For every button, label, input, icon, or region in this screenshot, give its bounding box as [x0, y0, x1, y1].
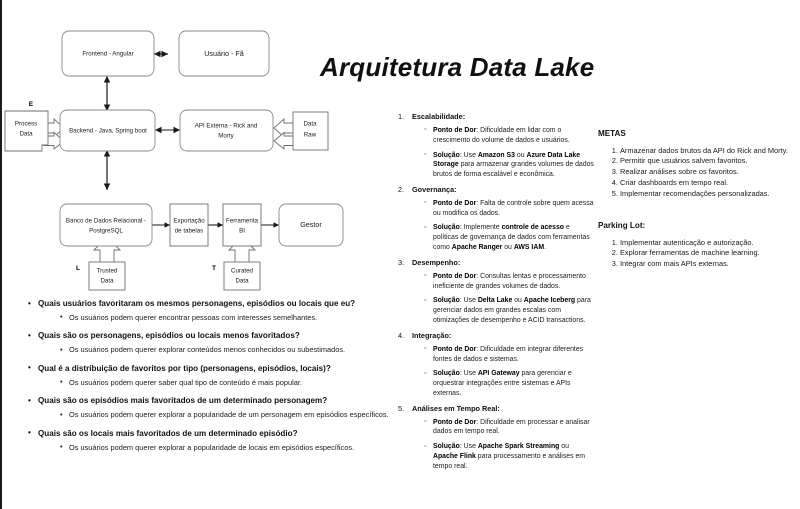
node-banco-line2: PostgreSQL — [89, 227, 123, 235]
question-answer: • Os usuários podem querer encontrar pessoas com interesses semelhantes. — [58, 313, 404, 324]
question-item — [24, 395, 404, 420]
node-curated-data[interactable] — [224, 262, 260, 290]
concern-pain-point: ◦ Ponto de Dor: Dificuldade em integrar diferentes fontes de dados e sistemas. — [424, 345, 594, 365]
questions-section — [24, 298, 404, 460]
parking-lot-item: 1. Implementar autenticação e autorização. — [620, 238, 798, 249]
node-process-data-line2: Data — [19, 130, 33, 138]
node-exportacao-line1: Exportação — [173, 217, 205, 225]
question-text: • Quais são os personagens, episódios ou locais menos favoritados? — [24, 330, 404, 342]
parking-lot-list — [598, 238, 798, 271]
node-backend[interactable] — [60, 110, 155, 151]
concern-solution: ◦ Solução: Use Delta Lake ou Apache Iceberg para gerenciar dados em grandes escalas com otimizações de desempenho e ACID transactions. — [424, 296, 594, 325]
metas-section — [598, 129, 798, 200]
node-ferramenta-bi[interactable] — [223, 204, 261, 246]
etl-letter-load: L — [75, 265, 81, 272]
etl-letter-transform: T — [211, 265, 217, 272]
node-banco-line1: Banco de Dados Relacional - — [65, 217, 147, 225]
node-frontend[interactable] — [62, 31, 154, 76]
question-answer: • Os usuários podem querer explorar conteúdos menos conhecidos ou subestimados. — [58, 345, 404, 356]
metas-list — [598, 146, 798, 201]
question-text: • Quais são os episódios mais favoritados de um determinado personagem? — [24, 395, 404, 407]
concern-solution: ◦ Solução: Use Apache Spark Streaming ou Apache Flink para processamento e análises em tempo real. — [424, 442, 594, 471]
concern-solution: ◦ Solução: Implemente controle de acesso e políticas de governança de dados com ferramentas como Apache Ranger ou AWS IAM. — [424, 223, 594, 252]
concern-heading: Análises em Tempo Real: — [412, 403, 500, 413]
concerns-section — [398, 112, 594, 477]
question-item — [24, 298, 404, 323]
concern-item — [398, 258, 594, 326]
node-exportacao-line2: de tabelas — [174, 227, 204, 235]
node-usuario[interactable] — [179, 31, 269, 76]
metas-item: 2. Permitir que usuários salvem favoritos. — [620, 156, 798, 167]
question-answer: • Os usuários podem querer saber qual tipo de conteúdo é mais popular. — [58, 378, 404, 389]
node-banco-dados[interactable] — [60, 204, 152, 246]
etl-letter-extract: E — [28, 101, 34, 108]
concern-solution: ◦ Solução: Use Amazon S3 ou Azure Data Lake Storage para armazenar grandes volumes de dados brutos de forma escalável e econômica. — [424, 151, 594, 180]
concern-pain-point: ◦ Ponto de Dor: Dificuldade em processar e analisar dados em tempo real. — [424, 418, 594, 438]
node-curated-line2: Data — [235, 277, 249, 285]
block-arrow-raw-2 — [274, 133, 294, 150]
concern-item — [398, 185, 594, 253]
concern-item — [398, 404, 594, 472]
node-process-data[interactable] — [5, 111, 48, 151]
metas-heading: METAS — [598, 129, 626, 138]
concern-heading: Integração: — [412, 330, 452, 340]
node-api-externa-line1: API Externa - Rick and — [194, 122, 258, 130]
node-backend-label: Backend - Java, Spring boot — [69, 127, 147, 135]
concern-heading: Escalabilidade: — [412, 112, 466, 121]
node-ferramenta-line1: Ferramenta — [226, 217, 258, 225]
concern-pain-point: ◦ Ponto de Dor: Falta de controle sobre quem acessa ou modifica os dados. — [424, 199, 594, 219]
node-gestor-label: Gestor — [300, 219, 322, 229]
node-data-raw-line2: Raw — [303, 131, 317, 139]
question-text: • Quais são os locais mais favoritados de um determinado episódio? — [24, 428, 404, 440]
concern-item — [398, 331, 594, 399]
metas-item: 1. Armazenar dados brutos da API do Rick and Morty. — [620, 146, 798, 157]
parking-lot-section — [598, 221, 798, 270]
question-item — [24, 363, 404, 388]
node-api-externa[interactable] — [180, 110, 273, 151]
question-text: • Qual é a distribuição de favoritos por tipo (personagens, episódios, locais)? — [24, 363, 404, 375]
node-gestor[interactable] — [279, 204, 343, 246]
node-process-data-line1: Process — [14, 120, 38, 128]
node-usuario-label: Usuário - Fã — [204, 48, 244, 58]
node-trusted-line1: Trusted — [96, 267, 118, 275]
node-exportacao-tabelas[interactable] — [170, 204, 208, 246]
node-api-externa-line2: Morty — [218, 132, 234, 140]
question-answer: • Os usuários podem querer explorar a popularidade de locais em episódios específicos. — [58, 443, 404, 454]
concern-heading: Desempenho: — [412, 257, 461, 267]
node-curated-line1: Curated — [230, 267, 254, 275]
concern-solution: ◦ Solução: Use API Gateway para gerenciar e orquestrar integrações entre sistemas e APIs externas. — [424, 369, 594, 398]
node-ferramenta-line2: BI — [239, 227, 245, 235]
question-item — [24, 428, 404, 453]
metas-item: 3. Realizar análises sobre os favoritos. — [620, 167, 798, 178]
parking-lot-heading: Parking Lot: — [598, 221, 646, 230]
question-answer: • Os usuários podem querer explorar a popularidade de um personagem em episódios específicos. — [58, 410, 404, 421]
metas-item: 5. Implementar recomendações personalizadas. — [620, 189, 798, 200]
parking-lot-item: 2. Explorar ferramentas de machine learning. — [620, 248, 798, 259]
node-trusted-data[interactable] — [89, 262, 125, 290]
concern-heading: Governança: — [412, 184, 457, 194]
question-text: • Quais usuários favoritaram os mesmos personagens, episódios ou locais que eu? — [24, 298, 404, 310]
architecture-diagram — [2, 18, 347, 293]
concern-item — [398, 112, 594, 180]
page-title: Arquitetura Data Lake — [320, 52, 595, 82]
concern-pain-point: ◦ Ponto de Dor: Consultas lentas e processamento ineficiente de grandes volumes de dados. — [424, 272, 594, 292]
node-data-raw-line1: Data — [303, 120, 317, 128]
node-data-raw[interactable] — [293, 112, 328, 150]
node-frontend-label: Frontend - Angular — [82, 50, 134, 58]
metas-item: 4. Criar dashboards em tempo real. — [620, 178, 798, 189]
questions-list — [24, 298, 404, 453]
parking-lot-item: 3. Integrar com mais APIs externas. — [620, 259, 798, 270]
question-item — [24, 330, 404, 355]
node-trusted-line2: Data — [100, 277, 114, 285]
concern-pain-point: ◦ Ponto de Dor: Dificuldade em lidar com o crescimento do volume de dados e usuários. — [424, 126, 594, 146]
concerns-list — [398, 112, 594, 472]
